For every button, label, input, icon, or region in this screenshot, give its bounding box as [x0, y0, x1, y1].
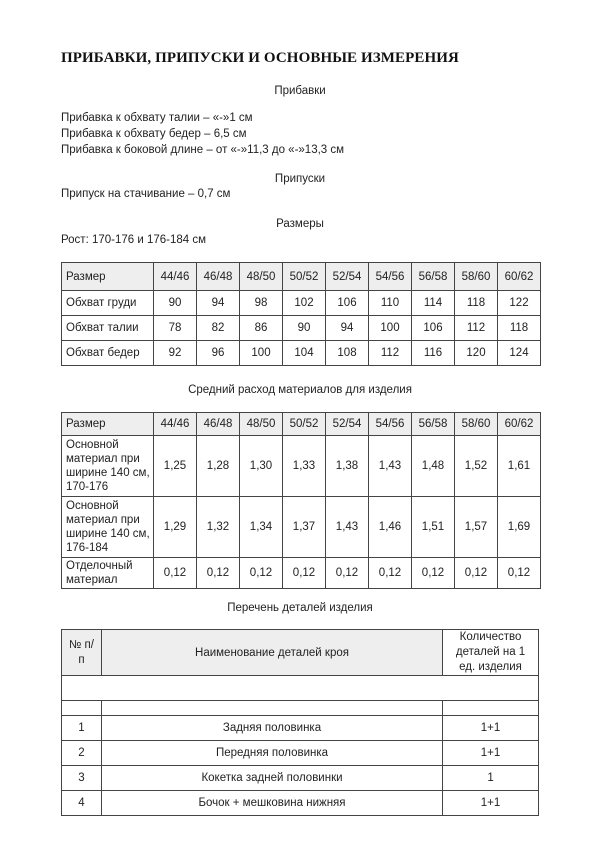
table-cell: 96 — [197, 341, 240, 366]
allowances-heading: Прибавки — [274, 85, 326, 97]
table-row — [62, 558, 541, 589]
table-cell: 112 — [369, 341, 412, 366]
table-cell: 1,61 — [498, 436, 541, 497]
table-cell: 1,46 — [369, 497, 412, 558]
table-row — [62, 791, 539, 816]
table-cell: 118 — [498, 316, 541, 341]
table-cell: 1,69 — [498, 497, 541, 558]
table-row — [62, 436, 541, 497]
table-cell — [443, 701, 539, 716]
table-cell: 1 — [62, 716, 102, 741]
allowance-line: Прибавка к обхвату бедер – 6,5 см — [61, 128, 247, 140]
table-cell: 1,32 — [197, 497, 240, 558]
table-cell: 98 — [240, 291, 283, 316]
table-header-cell: 50/52 — [283, 413, 326, 436]
table-cell: 2 — [62, 741, 102, 766]
table-cell: 106 — [412, 316, 455, 341]
table-row — [62, 716, 539, 741]
table-header-cell: 56/58 — [412, 263, 455, 291]
parts-table — [61, 629, 539, 816]
allowance-line: Прибавка к обхвату талии – «-»1 см — [61, 112, 253, 124]
table-cell: Кокетка задней половинки — [101, 766, 442, 791]
table-header-cell: 52/54 — [326, 413, 369, 436]
table-cell: 1,43 — [326, 497, 369, 558]
table-cell: Передняя половинка — [101, 741, 442, 766]
table-cell: 0,12 — [326, 558, 369, 589]
table-cell: Обхват талии — [62, 316, 154, 341]
table-cell: 1,33 — [283, 436, 326, 497]
table-cell: 86 — [240, 316, 283, 341]
table-header-row — [62, 630, 539, 676]
table-header-cell: 54/56 — [369, 413, 412, 436]
table-cell: 4 — [62, 791, 102, 816]
table-cell: 1,48 — [412, 436, 455, 497]
table-header-cell: 46/48 — [197, 263, 240, 291]
table-header-cell: 44/46 — [154, 413, 197, 436]
table-header-cell: 52/54 — [326, 263, 369, 291]
table-cell: 1,25 — [154, 436, 197, 497]
table-header-cell: 48/50 — [240, 263, 283, 291]
table-cell: 100 — [240, 341, 283, 366]
table-cell: 1+1 — [443, 741, 539, 766]
table-cell: 90 — [283, 316, 326, 341]
table-header-cell: 56/58 — [412, 413, 455, 436]
table-cell: 3 — [62, 766, 102, 791]
table-cell: 0,12 — [197, 558, 240, 589]
table-cell: 1,57 — [455, 497, 498, 558]
table-cell: Отделочный материал — [62, 558, 154, 589]
table-cell: 114 — [412, 291, 455, 316]
table-cell: 78 — [154, 316, 197, 341]
table-cell — [101, 701, 442, 716]
table-header-cell: Количество деталей на 1 ед. изделия — [443, 630, 539, 676]
table-row — [62, 497, 541, 558]
materials-table — [61, 412, 541, 589]
table-header-cell: 46/48 — [197, 413, 240, 436]
seams-heading: Припуски — [274, 173, 326, 185]
table-header-cell: 48/50 — [240, 413, 283, 436]
table-header-row — [62, 263, 541, 291]
table-cell: 110 — [369, 291, 412, 316]
table-cell: 1+1 — [443, 791, 539, 816]
table-row — [62, 291, 541, 316]
table-cell: 0,12 — [369, 558, 412, 589]
allowance-line: Прибавка к боковой длине – от «-»11,3 до «-»13,3 см — [61, 144, 345, 156]
table-cell: 1,38 — [326, 436, 369, 497]
table-cell: 118 — [455, 291, 498, 316]
table-row — [62, 676, 539, 701]
table-cell: 1 — [443, 766, 539, 791]
table-row — [62, 766, 539, 791]
table-cell: 0,12 — [412, 558, 455, 589]
table-cell: 82 — [197, 316, 240, 341]
table-cell: 94 — [197, 291, 240, 316]
table-cell: 112 — [455, 316, 498, 341]
table-header-cell: 58/60 — [455, 413, 498, 436]
table-cell: 108 — [326, 341, 369, 366]
table-cell: Обхват бедер — [62, 341, 154, 366]
table-row — [62, 316, 541, 341]
table-cell: 1,43 — [369, 436, 412, 497]
table-header-cell: Размер — [62, 413, 154, 436]
table-cell: 1,52 — [455, 436, 498, 497]
table-cell: 1,51 — [412, 497, 455, 558]
table-cell: 0,12 — [283, 558, 326, 589]
table-cell: 90 — [154, 291, 197, 316]
table-cell: 122 — [498, 291, 541, 316]
table-header-cell: 54/56 — [369, 263, 412, 291]
table-cell — [62, 676, 539, 701]
table-cell: 104 — [283, 341, 326, 366]
table-cell: Основной материал при ширине 140 см, 176-184 — [62, 497, 154, 558]
table-cell: Основной материал при ширине 140 см, 170-176 — [62, 436, 154, 497]
table-cell: Бочок + мешковина нижняя — [101, 791, 442, 816]
height-note: Рост: 170-176 и 176-184 см — [61, 234, 207, 246]
table-row — [62, 741, 539, 766]
table-cell: 1,37 — [283, 497, 326, 558]
table-header-cell: 58/60 — [455, 263, 498, 291]
table-header-cell: 60/62 — [498, 413, 541, 436]
table-cell: 102 — [283, 291, 326, 316]
table-cell: 120 — [455, 341, 498, 366]
materials-heading: Средний расход материалов для изделия — [188, 384, 412, 396]
table-cell: 0,12 — [498, 558, 541, 589]
table-header-cell: 60/62 — [498, 263, 541, 291]
table-cell: 1,29 — [154, 497, 197, 558]
table-cell: 94 — [326, 316, 369, 341]
table-cell: 1,34 — [240, 497, 283, 558]
seam-line: Припуск на стачивание – 0,7 см — [61, 188, 231, 200]
table-cell: 0,12 — [455, 558, 498, 589]
table-cell: 1+1 — [443, 716, 539, 741]
table-header-row — [62, 413, 541, 436]
parts-heading: Перечень деталей изделия — [227, 602, 373, 614]
table-cell: 0,12 — [154, 558, 197, 589]
table-row — [62, 701, 539, 716]
table-cell: Обхват груди — [62, 291, 154, 316]
table-cell: 116 — [412, 341, 455, 366]
table-row — [62, 341, 541, 366]
table-header-cell: Наименование деталей кроя — [101, 630, 442, 676]
table-header-cell: Размер — [62, 263, 154, 291]
table-cell: Задняя половинка — [101, 716, 442, 741]
table-cell — [62, 701, 102, 716]
table-cell: 92 — [154, 341, 197, 366]
table-cell: 0,12 — [240, 558, 283, 589]
table-cell: 1,30 — [240, 436, 283, 497]
table-cell: 124 — [498, 341, 541, 366]
table-header-cell: № п/п — [62, 630, 102, 676]
table-header-cell: 44/46 — [154, 263, 197, 291]
table-cell: 106 — [326, 291, 369, 316]
table-cell: 1,28 — [197, 436, 240, 497]
sizes-table — [61, 262, 541, 366]
page-title: ПРИБАВКИ, ПРИПУСКИ И ОСНОВНЫЕ ИЗМЕРЕНИЯ — [61, 50, 459, 66]
sizes-heading: Размеры — [276, 218, 324, 230]
table-header-cell: 50/52 — [283, 263, 326, 291]
table-cell: 100 — [369, 316, 412, 341]
